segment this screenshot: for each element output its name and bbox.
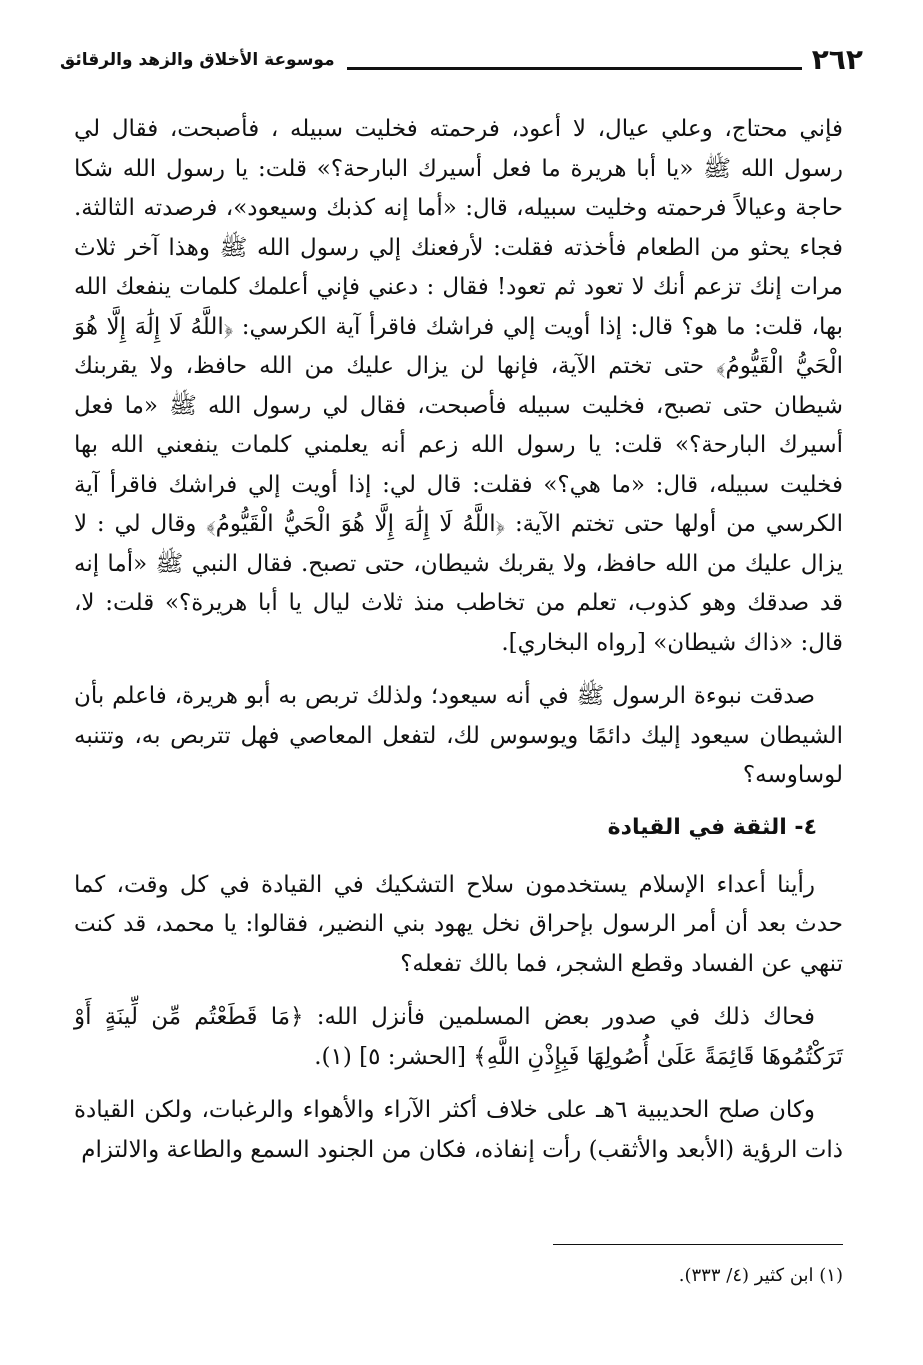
page-body <box>74 110 843 1170</box>
section-heading: ٤- الثقة في القيادة <box>607 814 817 840</box>
footnote: (١) ابن كثير (٤/ ٣٣٣). <box>678 1265 843 1286</box>
footnote-rule <box>553 1244 843 1245</box>
page-header <box>60 30 863 80</box>
hadith-paragraph: فإني محتاج، وعلي عيال، لا أعود، فرحمته فخليت سبيله ، فأصبحت، فقال لي رسول الله ﷺ «يا أبا هريرة ما فعل أسيرك البارحة؟» قلت: يا رسول الله شكا حاجة وعيالاً فرحمته وخليت سبيله، قال: «أما إنه كذبك وسيعود»، فرصدته الثالثة. فجاء يحثو من الطعام فأخذته فقلت: لأرفعنك إلي رسول الله ﷺ وهذا آخر ثلاث مرات إنك تزعم أنك لا تعود ثم تعود! فقال : دعني فإني أعلمك كلمات ينفعك الله بها، قلت: ما هو؟ قال: إذا أويت إلي فراشك فاقرأ آية الكرسي: ﴿اللَّهُ لَا إِلَٰهَ إِلَّا هُوَ الْحَيُّ الْقَيُّومُ﴾ حتى تختم الآية، فإنها لن يزال عليك من الله حافظ، ولا يقربنك شيطان حتى تصبح، فخليت سبيله فأصبحت، فقال لي رسول الله ﷺ «ما فعل أسيرك البارحة؟» قلت: يا رسول الله زعم أنه يعلمني كلمات ينفعني الله بها فخليت سبيله، قال: «ما هي؟» فقلت: قال لي: إذا أويت إلي فراشك فاقرأ آية الكرسي من أولها حتى تختم الآية: ﴿اللَّهُ لَا إِلَٰهَ إِلَّا هُوَ الْحَيُّ الْقَيُّومُ﴾ وقال لي : لا يزال عليك من الله حافظ، ولا يقربك شيطان، حتى تصبح. فقال النبي ﷺ «أما إنه قد صدقك وهو كذوب، تعلم من تخاطب منذ ثلاث ليال يا أبا هريرة؟» قلت: لا، قال: «ذاك شيطان» [رواه البخاري]. <box>74 116 843 656</box>
commentary-paragraph: صدقت نبوءة الرسول ﷺ في أنه سيعود؛ ولذلك تربص به أبو هريرة، فاعلم بأن الشيطان سيعود إليك دائمًا ويوسوس لك، لتفعل المعاصي فهل تتربص به، وتتنبه لوساوسه؟ <box>74 683 843 788</box>
paragraph-doubt-in-leadership: رأينا أعداء الإسلام يستخدمون سلاح التشكيك في القيادة في كل وقت، كما حدث بعد أن أمر الرسول بإحراق نخل يهود بني النضير، فقالوا: يا محمد، قد كنت تنهي عن الفساد وقطع الشجر، فما بالك تفعله؟ <box>74 871 843 977</box>
paragraph-hudaybiyyah: وكان صلح الحديبية ٦هـ على خلاف أكثر الآراء والأهواء والرغبات، ولكن القيادة ذات الرؤية (الأبعد والأثقب) رأت إنفاذه، فكان من الجنود السمع والطاعة والالتزام <box>74 1097 843 1163</box>
page-number: ٢٦٢ <box>811 43 863 76</box>
header-rule <box>347 67 802 70</box>
paragraph-quran-verse: فحاك ذلك في صدور بعض المسلمين فأنزل الله: ﴿مَا قَطَعْتُم مِّن لِّينَةٍ أَوْ تَرَكْتُمُوهَا قَائِمَةً عَلَىٰ أُصُولِهَا فَبِإِذْنِ اللَّهِ﴾ [الحشر: ٥] (١). <box>74 1004 843 1070</box>
running-title: موسوعة الأخلاق والزهد والرقائق <box>60 50 335 70</box>
